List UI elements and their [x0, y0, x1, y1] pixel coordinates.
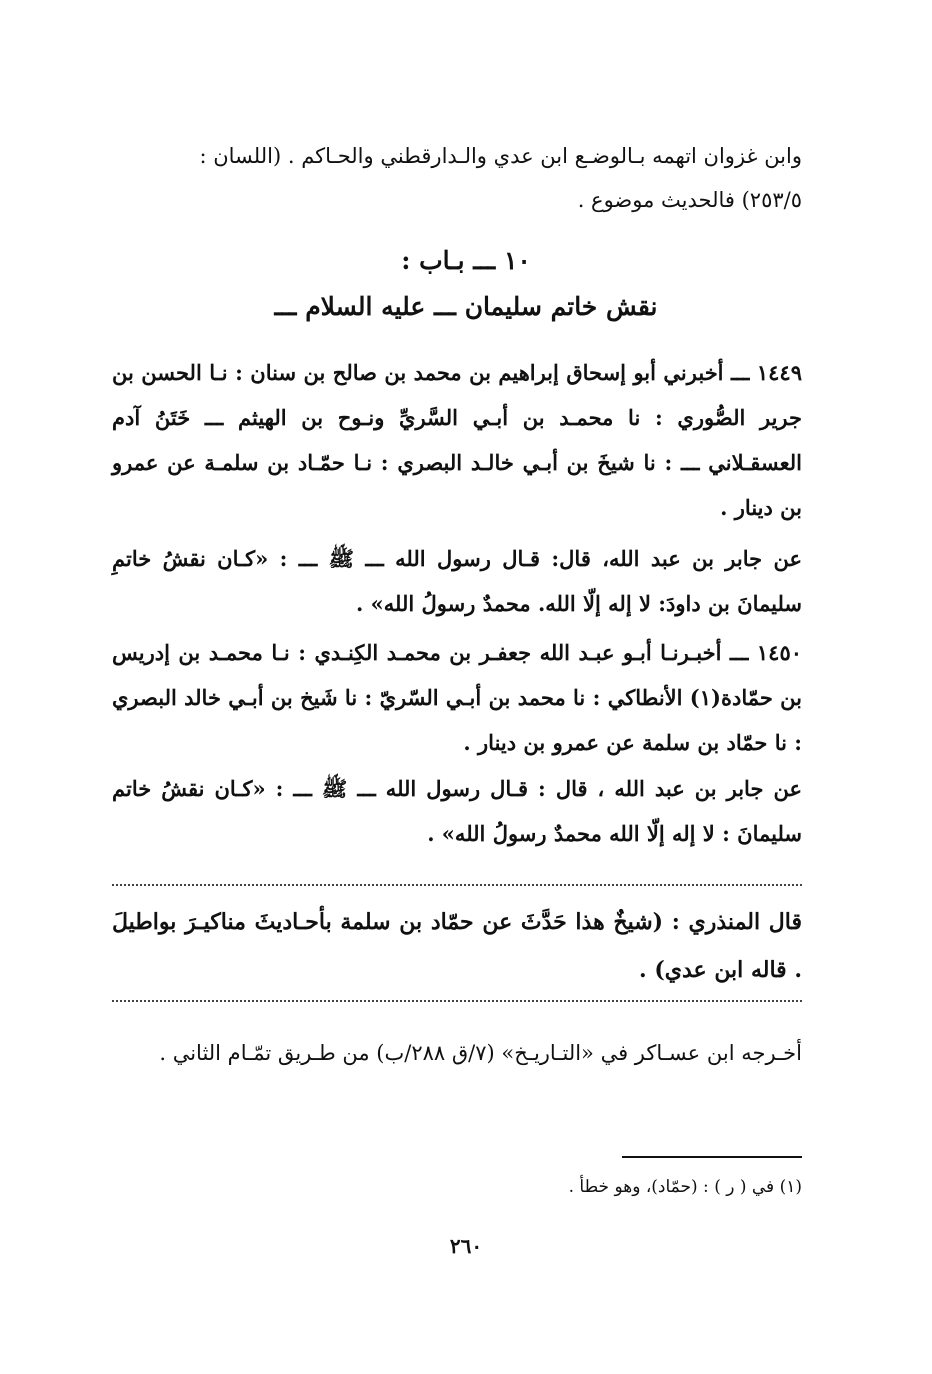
hadith-1449-number: ١٤٤٩: [756, 360, 802, 385]
hadith-1450-isnad: [112, 630, 802, 765]
hadith-1450-number: ١٤٥٠: [756, 640, 803, 665]
intro-paragraph: [112, 134, 802, 222]
footnote-rule: [622, 1156, 802, 1158]
page-number: ٢٦٠: [449, 1234, 483, 1258]
chapter-subtitle: نقش خاتم سليمان ـــ عليه السلام ـــ: [274, 292, 658, 321]
hadith-1450-matn: عن جابر بن عبد الله ، قال : قـال رسول الله ـــ ﷺ ـــ : «كـان نقشُ خاتم سليمانَ : لا إله إلّا الله محمدٌ رسولُ الله» .: [112, 776, 802, 846]
intro-line-1: وابن غزوان اتهمه بـالوضـع ابن عدي والـدارقطني والحـاكم . (اللسان :: [199, 144, 802, 168]
hadith-1449-matn: عن جابر بن عبد الله، قال: قـال رسول الله ـــ ﷺ ـــ : «كـان نقشُ خاتمِ سليمانَ بن داودَ: لا إله إلّا الله. محمدٌ رسولُ الله» .: [112, 546, 802, 616]
hadith-1450-isnad-text: ـــ أخبـرنـا أبـو عبـد الله جعفـر بن محمـد الكِنـدي : نـا محمـد بن إدريس بن حمّادة(١) الأنطاكي : نا محمد بن أبـي السّريّ : نا شَيخ بن أبـي خالد البصري : نا حمّاد بن سلمة عن عمرو بن دينار .: [112, 640, 803, 755]
dotted-separator-bottom: [112, 1000, 802, 1002]
hadith-1449-isnad: [112, 350, 802, 530]
hadith-1449-isnad-text: ـــ أخبرني أبو إسحاق إبراهيم بن محمد بن صالح بن سنان : نـا الحسن بن جرير الصُّوري : نا محمـد بن أبـي السَّريِّ ونـوح بن الهيثم ـــ خَتَنُ آدم العسقـلاني ـــ : نا شيخَ بن أبـي خالـد البصري : نـا حمّـاد بن سلمـة عن عمرو بن دينار .: [112, 360, 802, 520]
chapter-title: ١٠ ـــ بـاب :: [401, 246, 531, 275]
takhrij-paragraph: أخـرجه ابن عسـاكر في «التـاريـخ» (٧/ق ٢٨٨/ب) من طـريق تمّـام الثاني .: [159, 1041, 802, 1065]
intro-line-2: ٢٥٣/٥) فالحديث موضوع .: [577, 188, 802, 212]
dotted-separator-top: [112, 884, 802, 886]
mundhiri-commentary: قال المنذري : (شيخٌ هذا حَدَّثَ عن حمّاد بن سلمة بأحـاديثَ مناكيـرَ بواطيلَ . قاله ابن عدي) .: [112, 909, 802, 983]
footnote: (١) في ( ر ) : (حمّاد)، وهو خطأ .: [568, 1177, 802, 1197]
